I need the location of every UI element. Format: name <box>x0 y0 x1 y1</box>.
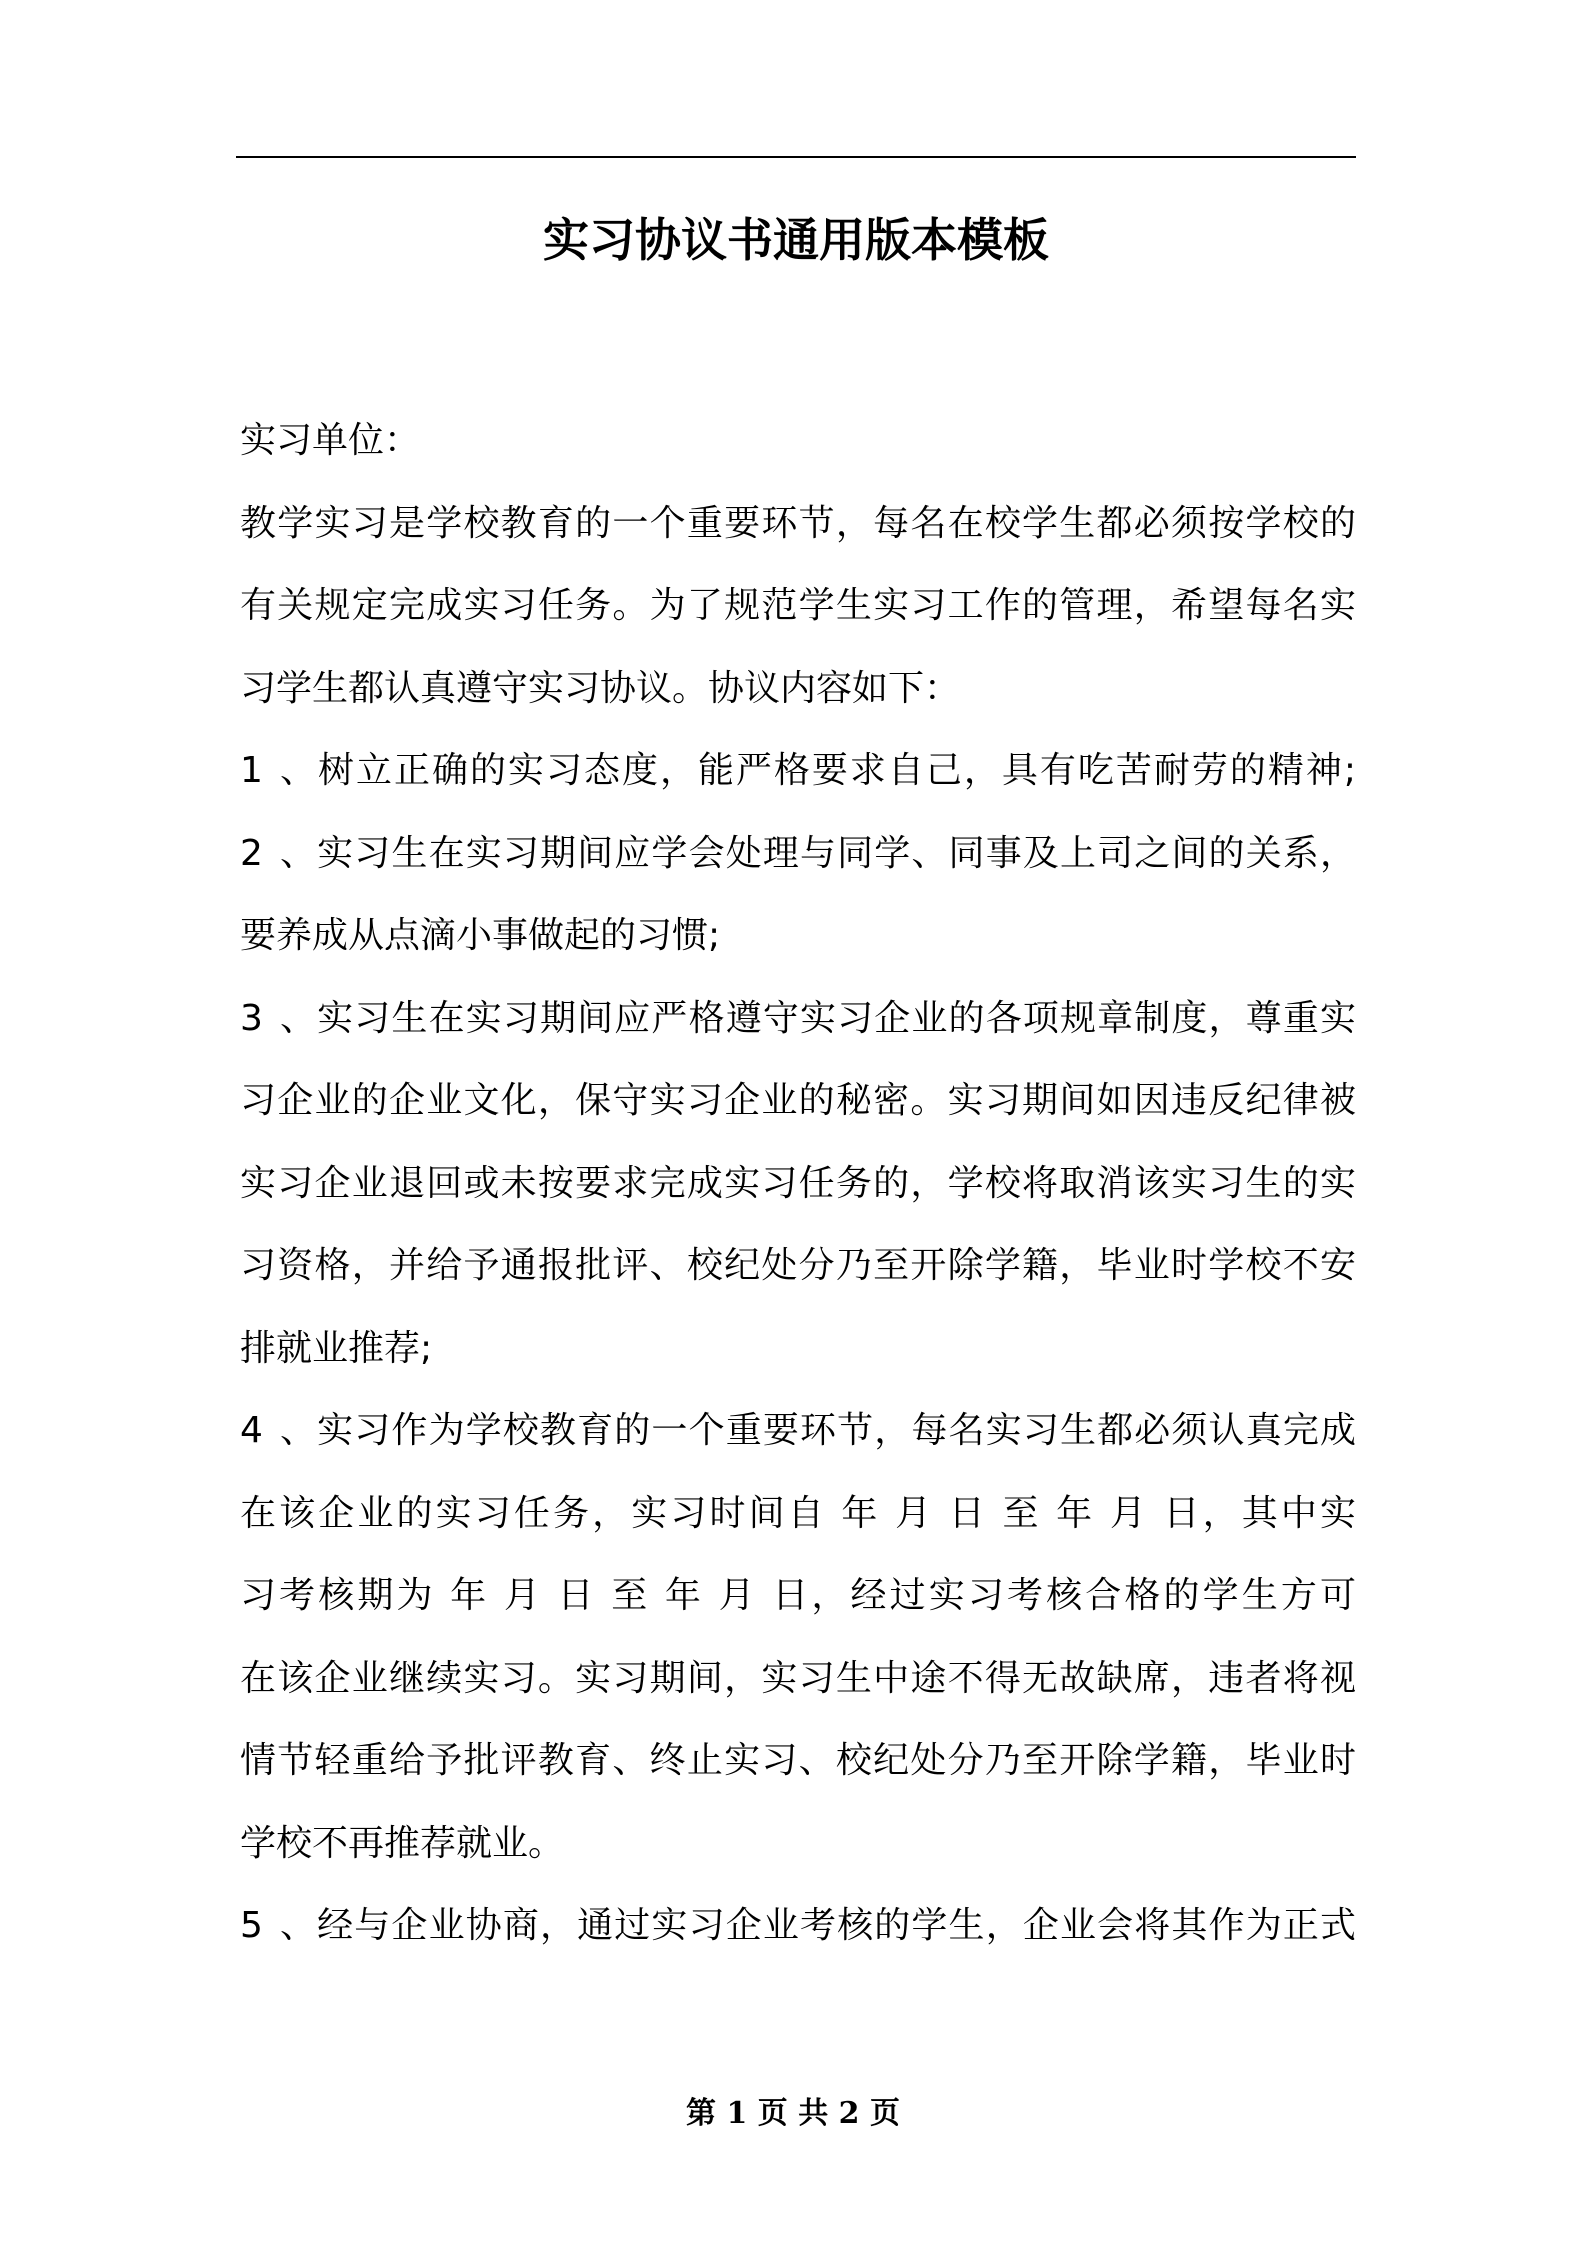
clause-number: 4、 <box>240 1410 316 1451</box>
document-body <box>240 400 1356 1968</box>
line-text: 树立正确的实习态度，能严格要求自己，具有吃苦耐劳的精神; <box>316 750 1356 791</box>
header-rule <box>236 156 1356 158</box>
body-text-line <box>240 1638 1356 1721</box>
line-text: 习学生都认真遵守实习协议。协议内容如下： <box>240 667 961 709</box>
body-text-line <box>240 1555 1356 1638</box>
line-text: 经与企业协商，通过实习企业考核的学生，企业会将其作为正式 <box>316 1905 1356 1946</box>
line-text: 教学实习是学校教育的一个重要环节，每名在校学生都必须按学校的 <box>240 502 1356 544</box>
line-text: 实习作为学校教育的一个重要环节，每名实习生都必须认真完成 <box>316 1410 1356 1451</box>
numbered-clause-line <box>240 813 1356 896</box>
line-text: 实习单位： <box>240 420 421 461</box>
line-text: 习企业的企业文化，保守实习企业的秘密。实习期间如因违反纪律被 <box>240 1080 1356 1121</box>
body-text-line <box>240 1225 1356 1308</box>
document-title: 实习协议书通用版本模板 <box>543 213 1049 267</box>
body-text-line <box>240 1720 1356 1803</box>
body-text-line <box>240 895 1356 978</box>
line-text: 有关规定完成实习任务。为了规范学生实习工作的管理，希望每名实 <box>240 585 1356 626</box>
line-text: 在该企业继续实习。实习期间，实习生中途不得无故缺席，违者将视 <box>240 1657 1356 1699</box>
line-text: 在该企业的实习任务，实习时间自 年 月 日 至 年 月 日，其中实 <box>240 1492 1356 1534</box>
numbered-clause-line <box>240 730 1356 813</box>
numbered-clause-line <box>240 978 1356 1061</box>
clause-number: 5、 <box>240 1905 316 1946</box>
line-text: 实习企业退回或未按要求完成实习任务的，学校将取消该实习生的实 <box>240 1162 1356 1204</box>
body-text-line <box>240 565 1356 648</box>
numbered-clause-line <box>240 1885 1356 1968</box>
body-text-line <box>240 1143 1356 1226</box>
numbered-clause-line <box>240 1390 1356 1473</box>
line-text: 情节轻重给予批评教育、终止实习、校纪处分乃至开除学籍，毕业时 <box>240 1740 1356 1781</box>
line-text: 实习生在实习期间应学会处理与同学、同事及上司之间的关系， <box>316 832 1356 874</box>
line-text: 排就业推荐; <box>240 1327 433 1369</box>
line-text: 实习生在实习期间应严格遵守实习企业的各项规章制度，尊重实 <box>316 997 1356 1039</box>
line-text: 要养成从点滴小事做起的习惯; <box>240 915 721 956</box>
body-text-line <box>240 1473 1356 1556</box>
clause-number: 2、 <box>240 832 316 874</box>
page-number-footer: 第 1 页 共 2 页 <box>686 2096 900 2131</box>
body-text-line <box>240 1308 1356 1391</box>
body-text-line <box>240 1803 1356 1886</box>
clause-number: 1、 <box>240 750 316 791</box>
body-text-line <box>240 483 1356 566</box>
body-text-line <box>240 648 1356 731</box>
line-text: 学校不再推荐就业。 <box>240 1822 565 1864</box>
body-text-line <box>240 1060 1356 1143</box>
body-text-line <box>240 400 1356 483</box>
line-text: 习资格，并给予通报批评、校纪处分乃至开除学籍，毕业时学校不安 <box>240 1245 1356 1286</box>
clause-number: 3、 <box>240 997 316 1039</box>
line-text: 习考核期为 年 月 日 至 年 月 日，经过实习考核合格的学生方可 <box>240 1575 1356 1616</box>
